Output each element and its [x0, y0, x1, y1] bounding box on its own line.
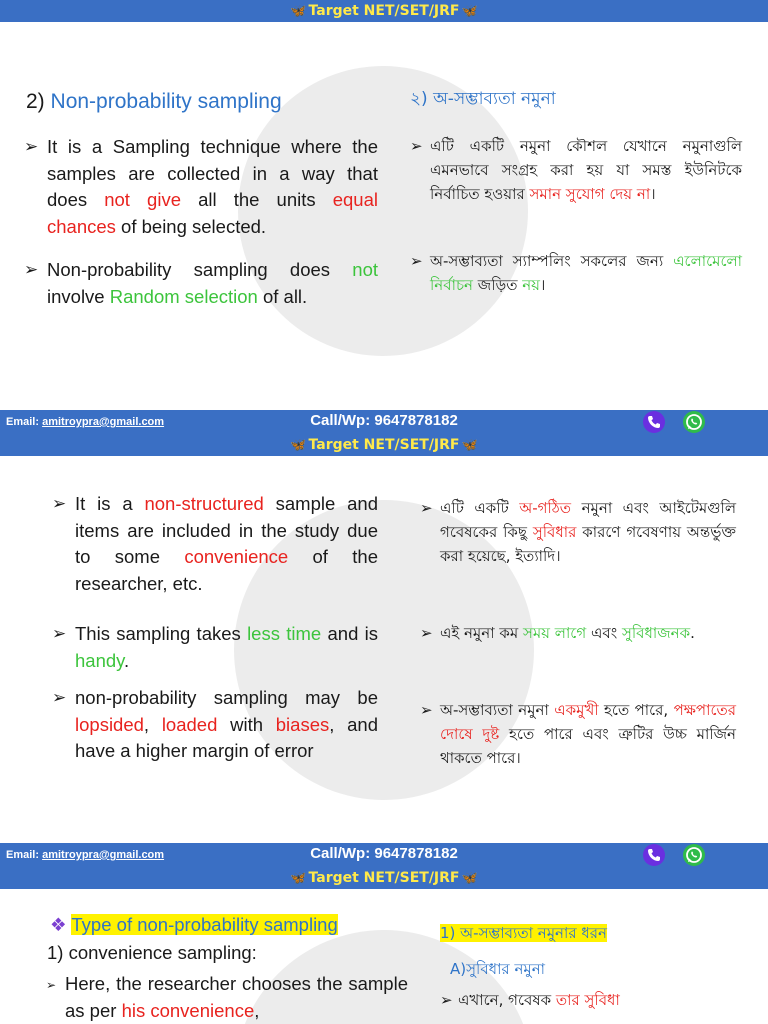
slide3-heading-en [50, 912, 338, 938]
phone-icon[interactable] [643, 411, 665, 433]
bullet-arrow-icon: ➢ [52, 688, 67, 708]
target-banner [0, 0, 768, 22]
call-number: Call/Wp: 9647878182 [310, 412, 458, 429]
bullet-arrow-icon: ➢ [24, 137, 39, 157]
target-banner [0, 867, 768, 889]
slide3-bullet-bn-1: এখানে, গবেষক তার সুবিধা [458, 991, 620, 1009]
heading-text: Non-probability sampling [50, 90, 282, 113]
slide2-bullet-3: non-probability sampling may be lopsided, loaded with biases, and have a higher margin of error [75, 687, 378, 761]
slide3-bullet-1: Here, the researcher chooses the sample as per his convenience, [65, 973, 408, 1021]
call-number: Call/Wp: 9647878182 [310, 845, 458, 862]
diamond-icon: ❖ [50, 914, 67, 935]
butterfly-icon: 🦋 [461, 870, 478, 886]
banner-title: Target NET/SET/JRF [308, 870, 460, 886]
bullet-arrow-icon: ➢ [52, 494, 67, 514]
bullet-arrow-icon: ➢ [420, 624, 433, 642]
slide2-bullet-2: This sampling takes less time and is handy. [75, 623, 378, 671]
bullet-arrow-icon: ➢ [420, 499, 433, 517]
email-label: Email: [6, 849, 40, 861]
banner-title: Target NET/SET/JRF [308, 437, 460, 453]
butterfly-icon: 🦋 [290, 870, 307, 886]
heading-number: 2) [26, 90, 45, 113]
slide1-bullet-1: It is a Sampling technique where the samples are collected in a way that does not give all the units equal chances of being selected. [47, 136, 378, 237]
bullet-arrow-icon: ➢ [46, 978, 57, 992]
email-link[interactable]: amitroypra@gmail.com [42, 849, 165, 861]
butterfly-icon: 🦋 [290, 3, 307, 19]
slide1-bullet-bn-2: অ-সম্ভাব্যতা স্যাম্পলিং সকলের জন্য এলোমেলো নির্বাচন জড়িত নয়। [430, 252, 742, 294]
bullet-arrow-icon: ➢ [52, 624, 67, 644]
slide2-bullet-bn-3: অ-সম্ভাব্যতা নমুনা একমুখী হতে পারে, পক্ষপাতের দোষে দুষ্ট হতে পারে এবং ত্রুটির উচ্চ মার্জিন থাকতে পারে। [440, 701, 736, 767]
bullet-arrow-icon: ➢ [420, 701, 433, 719]
contact-bar [0, 843, 768, 867]
slide1-heading-en [26, 88, 282, 116]
bullet-arrow-icon: ➢ [440, 991, 453, 1009]
banner-title: Target NET/SET/JRF [308, 3, 460, 19]
slide2-bullet-1: It is a non-structured sample and items are included in the study due to some convenience of the researcher, etc. [75, 493, 378, 594]
slide3-subheading-bn: A)সুবিধার নমুনা [450, 960, 546, 978]
butterfly-icon: 🦋 [461, 3, 478, 19]
slide1-heading-bn: ২) অ-সম্ভাব্যতা নমুনা [410, 89, 556, 109]
bullet-arrow-icon: ➢ [24, 260, 39, 280]
slide3-heading-bn-text: 1) অ-সম্ভাব্যতা নমুনার ধরন [440, 924, 607, 942]
bullet-arrow-icon: ➢ [410, 137, 423, 155]
slide3-subheading-en: 1) convenience sampling: [47, 942, 257, 963]
slide3-heading-text: Type of non-probability sampling [71, 914, 338, 935]
email-label: Email: [6, 416, 40, 428]
target-banner [0, 434, 768, 456]
email-link[interactable]: amitroypra@gmail.com [42, 416, 165, 428]
contact-bar [0, 410, 768, 434]
bullet-arrow-icon: ➢ [410, 252, 423, 270]
slide2-bullet-bn-1: এটি একটি অ-গঠিত নমুনা এবং আইটেমগুলি গবেষকের কিছু সুবিধার কারণে গবেষণায় অন্তর্ভুক্ত করা হয়েছে, ইত্যাদি। [440, 499, 736, 565]
butterfly-icon: 🦋 [290, 437, 307, 453]
slide2-bullet-bn-2: এই নমুনা কম সময় লাগে এবং সুবিধাজনক. [440, 624, 695, 642]
whatsapp-icon[interactable] [683, 844, 705, 866]
whatsapp-icon[interactable] [683, 411, 705, 433]
phone-icon[interactable] [643, 844, 665, 866]
slide3-heading-bn [440, 920, 607, 946]
butterfly-icon: 🦋 [461, 437, 478, 453]
slide1-bullet-2: Non-probability sampling does not involve Random selection of all. [47, 259, 378, 307]
slide1-bullet-bn-1: এটি একটি নমুনা কৌশল যেখানে নমুনাগুলি এমনভাবে সংগ্রহ করা হয় যা সমস্ত ইউনিটকে নির্বাচিত হওয়ার সমান সুযোগ দেয় না। [430, 137, 742, 203]
